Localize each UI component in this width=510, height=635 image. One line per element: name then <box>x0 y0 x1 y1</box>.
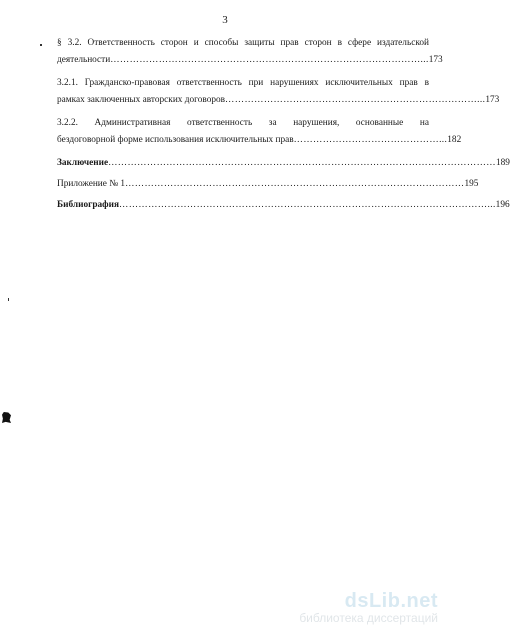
page-number: 3 <box>222 14 228 26</box>
watermark-logo: dsLib.net <box>344 590 438 612</box>
toc-page-number: 189 <box>495 158 510 168</box>
toc-page-number: 196 <box>495 200 510 210</box>
toc-entry-text: Библиография <box>57 200 120 210</box>
toc-entry-3-2 <box>57 35 443 69</box>
watermark <box>299 590 438 625</box>
toc-leader-dots: ……………………………………………………………………………………... <box>110 55 429 65</box>
toc-entry-text: Заключение <box>57 158 109 168</box>
toc-entry-text: деятельности <box>57 55 111 65</box>
scan-speck <box>8 298 9 301</box>
toc-leader-dots: …………………………………………………………………………………………… <box>125 179 465 189</box>
toc-entry-text: бездоговорной форме использования исключительных прав <box>57 135 294 145</box>
toc-page-number: 182 <box>447 135 462 145</box>
toc-entry-conclusion <box>57 155 510 172</box>
watermark-subtitle: библиотека диссертаций <box>299 611 438 625</box>
scan-blot <box>2 412 11 423</box>
toc-leader-dots: ………………………………………………………………………………………………………… <box>108 158 496 168</box>
toc-entry-3-2-2 <box>57 115 462 149</box>
toc-entry-line: 3.2.2. Административная ответственность за нарушения, основанные на <box>57 118 429 128</box>
toc-leader-dots: ………………………………………... <box>293 135 448 145</box>
toc-entry-text: Приложение № 1 <box>57 179 126 189</box>
toc-leader-dots: ……………………………………………………………………………………………………... <box>119 200 496 210</box>
toc-leader-dots: ……………………………………………………………………... <box>225 95 486 105</box>
toc-entry-line: § 3.2. Ответственность сторон и способы защиты прав сторон в сфере издательской <box>57 38 429 48</box>
toc-page-number: 173 <box>428 55 443 65</box>
toc-entry-text: рамках заключенных авторских договоров <box>57 95 226 105</box>
scan-speck <box>40 44 42 46</box>
toc-page-number: 195 <box>464 179 479 189</box>
toc-entry-bibliography <box>57 197 510 214</box>
toc-entry-line: 3.2.1. Гражданско-правовая ответственность при нарушениях исключительных прав в <box>57 78 429 88</box>
toc-entry-appendix <box>57 176 479 193</box>
toc-page-number: 173 <box>485 95 500 105</box>
table-of-contents <box>57 35 510 218</box>
toc-entry-3-2-1 <box>57 75 500 109</box>
